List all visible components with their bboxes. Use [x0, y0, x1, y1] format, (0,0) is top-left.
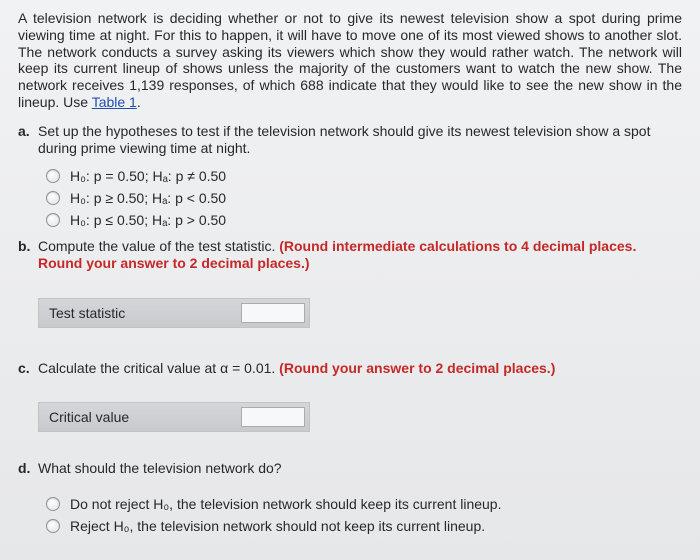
test-statistic-input[interactable] — [241, 303, 305, 323]
problem-text-end: . — [136, 93, 141, 110]
radio-button[interactable] — [46, 213, 60, 227]
part-d-question: What should the television network do? — [38, 460, 282, 476]
part-b-instruction: (Round intermediate calculations to 4 decimal places. Round your answer to 2 decimal places.) — [38, 238, 637, 271]
radio-button[interactable] — [46, 519, 60, 533]
decision-option-1[interactable] — [46, 494, 501, 514]
critical-value-row — [38, 402, 310, 432]
test-statistic-row — [38, 298, 310, 328]
part-c-label: c. — [18, 360, 30, 376]
table-1-link[interactable]: Table 1 — [91, 93, 137, 110]
decision-option-2-label: Reject H₀, the television network should not keep its current lineup. — [70, 518, 486, 534]
decision-option-2[interactable] — [46, 516, 485, 536]
radio-button[interactable] — [46, 169, 60, 183]
part-b-label: b. — [18, 238, 31, 254]
hypothesis-option-1[interactable] — [46, 166, 226, 186]
problem-text: A television network is deciding whether or not to give its newest television show a spot during prime viewing time at night. For this to happen, it will have to move one of its most viewed shows to another slot. The network conducts a survey asking its viewers which show they would rather watch. The network will keep its current lineup of shows unless the majority of the customers want to watch the new show. The network receives 1,139 responses, of which 688 indicate that they would like to see the new show in the lineup. Use — [18, 10, 682, 110]
hypothesis-option-2-label: H₀: p ≥ 0.50; Hₐ: p < 0.50 — [70, 190, 227, 206]
critical-value-label: Critical value — [49, 409, 130, 425]
test-statistic-label: Test statistic — [49, 305, 126, 321]
part-a-label: a. — [18, 123, 30, 139]
part-c-question — [38, 360, 684, 377]
part-d-label: d. — [18, 460, 31, 476]
radio-button[interactable] — [46, 497, 60, 511]
part-b-question — [38, 238, 684, 272]
hypothesis-option-1-label: H₀: p = 0.50; Hₐ: p ≠ 0.50 — [70, 168, 227, 184]
problem-statement — [18, 10, 682, 111]
part-c-instruction: (Round your answer to 2 decimal places.) — [279, 360, 556, 376]
part-a-question: Set up the hypotheses to test if the television network should give its newest television show a spot during prime viewing time at night. — [38, 123, 651, 156]
critical-value-input[interactable] — [241, 407, 305, 427]
radio-button[interactable] — [46, 191, 60, 205]
decision-option-1-label: Do not reject H₀, the television network should keep its current lineup. — [70, 496, 502, 512]
hypothesis-option-2[interactable] — [46, 188, 226, 208]
part-c-text: Calculate the critical value at α = 0.01. — [38, 360, 276, 376]
hypothesis-option-3-label: H₀: p ≤ 0.50; Hₐ: p > 0.50 — [70, 212, 227, 228]
part-b-text: Compute the value of the test statistic. — [38, 238, 276, 254]
hypothesis-option-3[interactable] — [46, 210, 226, 230]
